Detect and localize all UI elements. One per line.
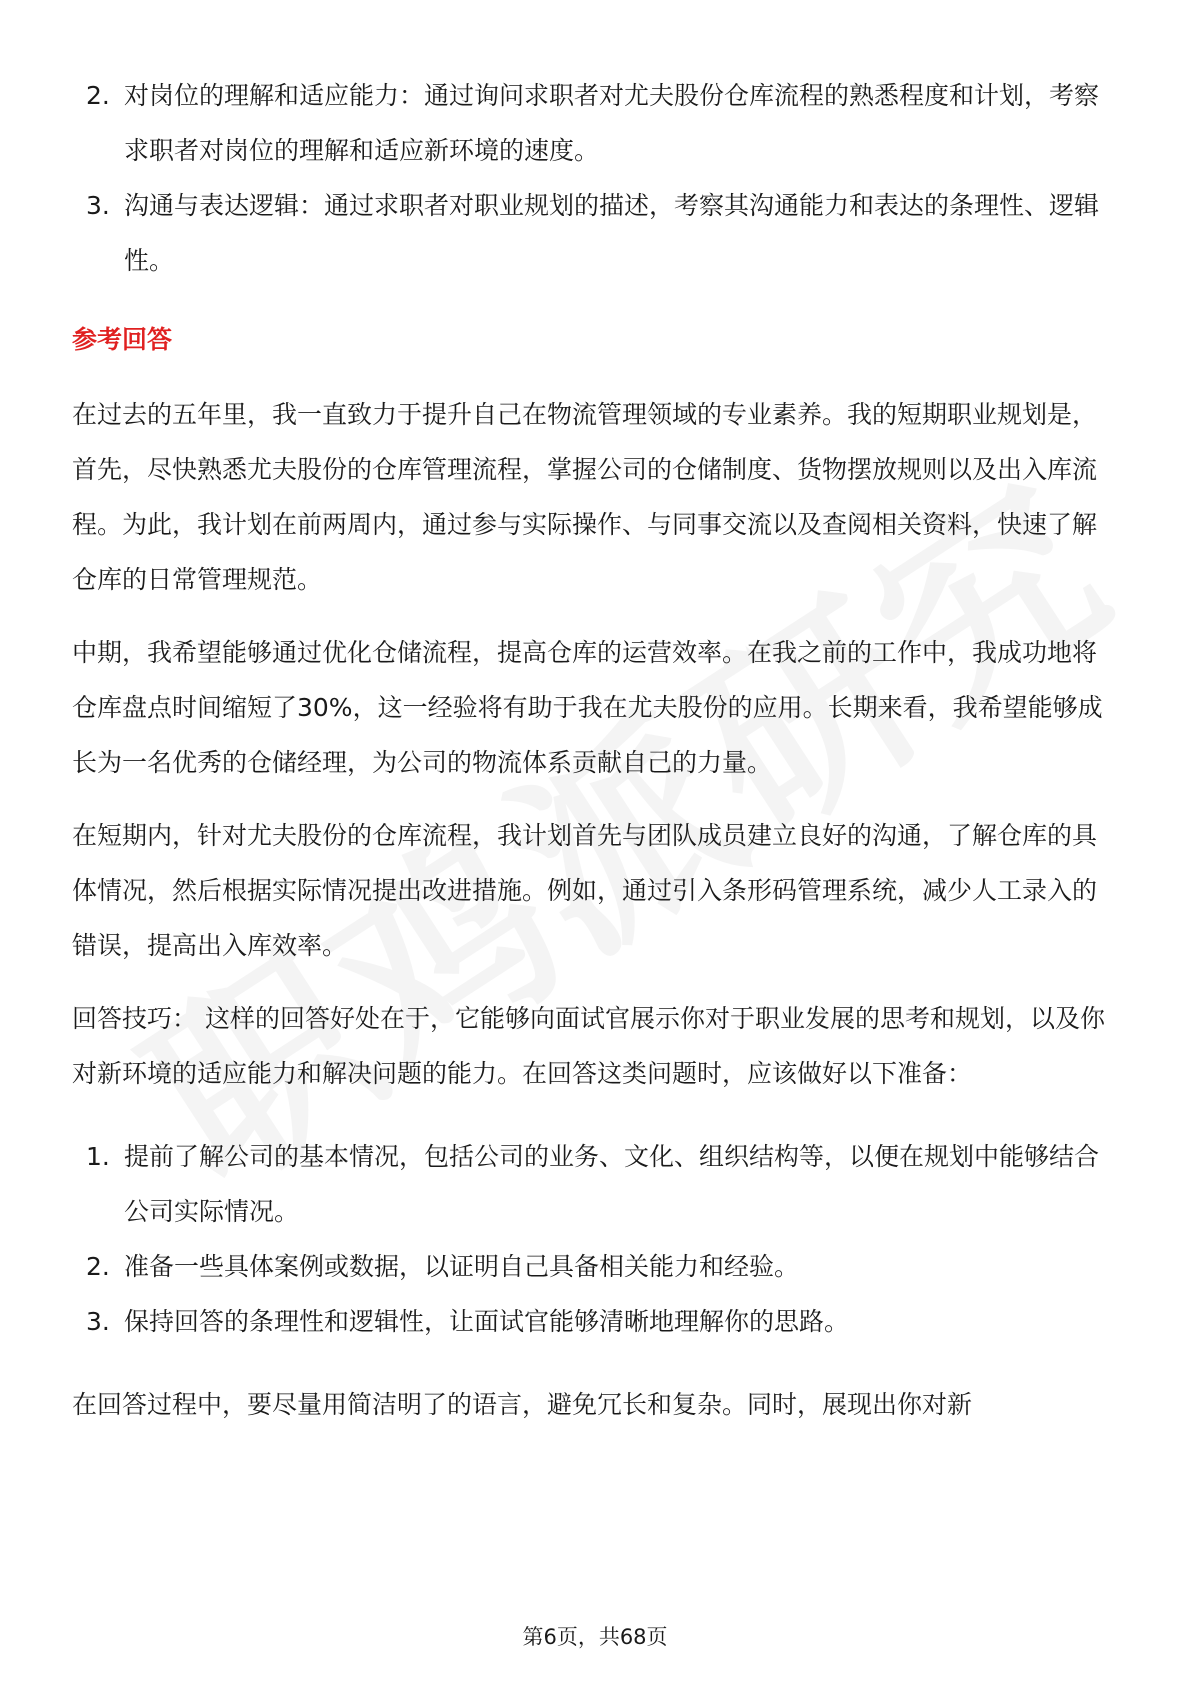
list-item xyxy=(72,68,1118,178)
list-item-text: 准备一些具体案例或数据，以证明自己具备相关能力和经验。 xyxy=(124,1252,800,1281)
answer-paragraph: 中期，我希望能够通过优化仓储流程，提高仓库的运营效率。在我之前的工作中，我成功地将仓库盘点时间缩短了30%，这一经验将有助于我在尤夫股份的应用。长期来看，我希望能够成长为一名优秀的仓储经理，为公司的物流体系贡献自己的力量。 xyxy=(72,638,1103,777)
list-item-number: 3. xyxy=(86,191,110,220)
answer-paragraph: 在短期内，针对尤夫股份的仓库流程，我计划首先与团队成员建立良好的沟通，了解仓库的具体情况，然后根据实际情况提出改进措施。例如，通过引入条形码管理系统，减少人工录入的错误，提高出入库效率。 xyxy=(72,821,1098,960)
tips-paragraph: 回答技巧： 这样的回答好处在于，它能够向面试官展示你对于职业发展的思考和规划，以及你对新环境的适应能力和解决问题的能力。在回答这类问题时，应该做好以下准备： xyxy=(72,1004,1105,1088)
preparation-list xyxy=(72,1129,1118,1349)
list-item xyxy=(72,178,1118,288)
closing-paragraph: 在回答过程中，要尽量用简洁明了的语言，避免冗长和复杂。同时，展现出你对新 xyxy=(72,1390,973,1419)
list-item-text: 沟通与表达逻辑：通过求职者对职业规划的描述，考察其沟通能力和表达的条理性、逻辑性。 xyxy=(124,191,1100,275)
list-item-number: 2. xyxy=(86,81,110,110)
answer-paragraph: 在过去的五年里，我一直致力于提升自己在物流管理领域的专业素养。我的短期职业规划是，首先，尽快熟悉尤夫股份的仓库管理流程，掌握公司的仓储制度、货物摆放规则以及出入库流程。为此，我计划在前两周内，通过参与实际操作、与同事交流以及查阅相关资料，快速了解仓库的日常管理规范。 xyxy=(72,400,1098,594)
section-heading: 参考回答 xyxy=(72,325,173,354)
evaluation-points-list xyxy=(72,68,1118,288)
page-number-footer: 第6页，共68页 xyxy=(522,1625,668,1649)
list-item-text: 保持回答的条理性和逻辑性，让面试官能够清晰地理解你的思路。 xyxy=(124,1307,850,1336)
list-item-text: 对岗位的理解和适应能力：通过询问求职者对尤夫股份仓库流程的熟悉程度和计划，考察求职者对岗位的理解和适应新环境的速度。 xyxy=(124,81,1100,165)
list-item xyxy=(72,1129,1118,1239)
list-item-number: 1. xyxy=(86,1142,110,1171)
list-item-number: 2. xyxy=(86,1252,110,1281)
list-item xyxy=(72,1294,1118,1349)
page-content xyxy=(72,68,1118,1432)
list-item-text: 提前了解公司的基本情况，包括公司的业务、文化、组织结构等，以便在规划中能够结合公司实际情况。 xyxy=(124,1142,1100,1226)
list-item-number: 3. xyxy=(86,1307,110,1336)
list-item xyxy=(72,1239,1118,1294)
